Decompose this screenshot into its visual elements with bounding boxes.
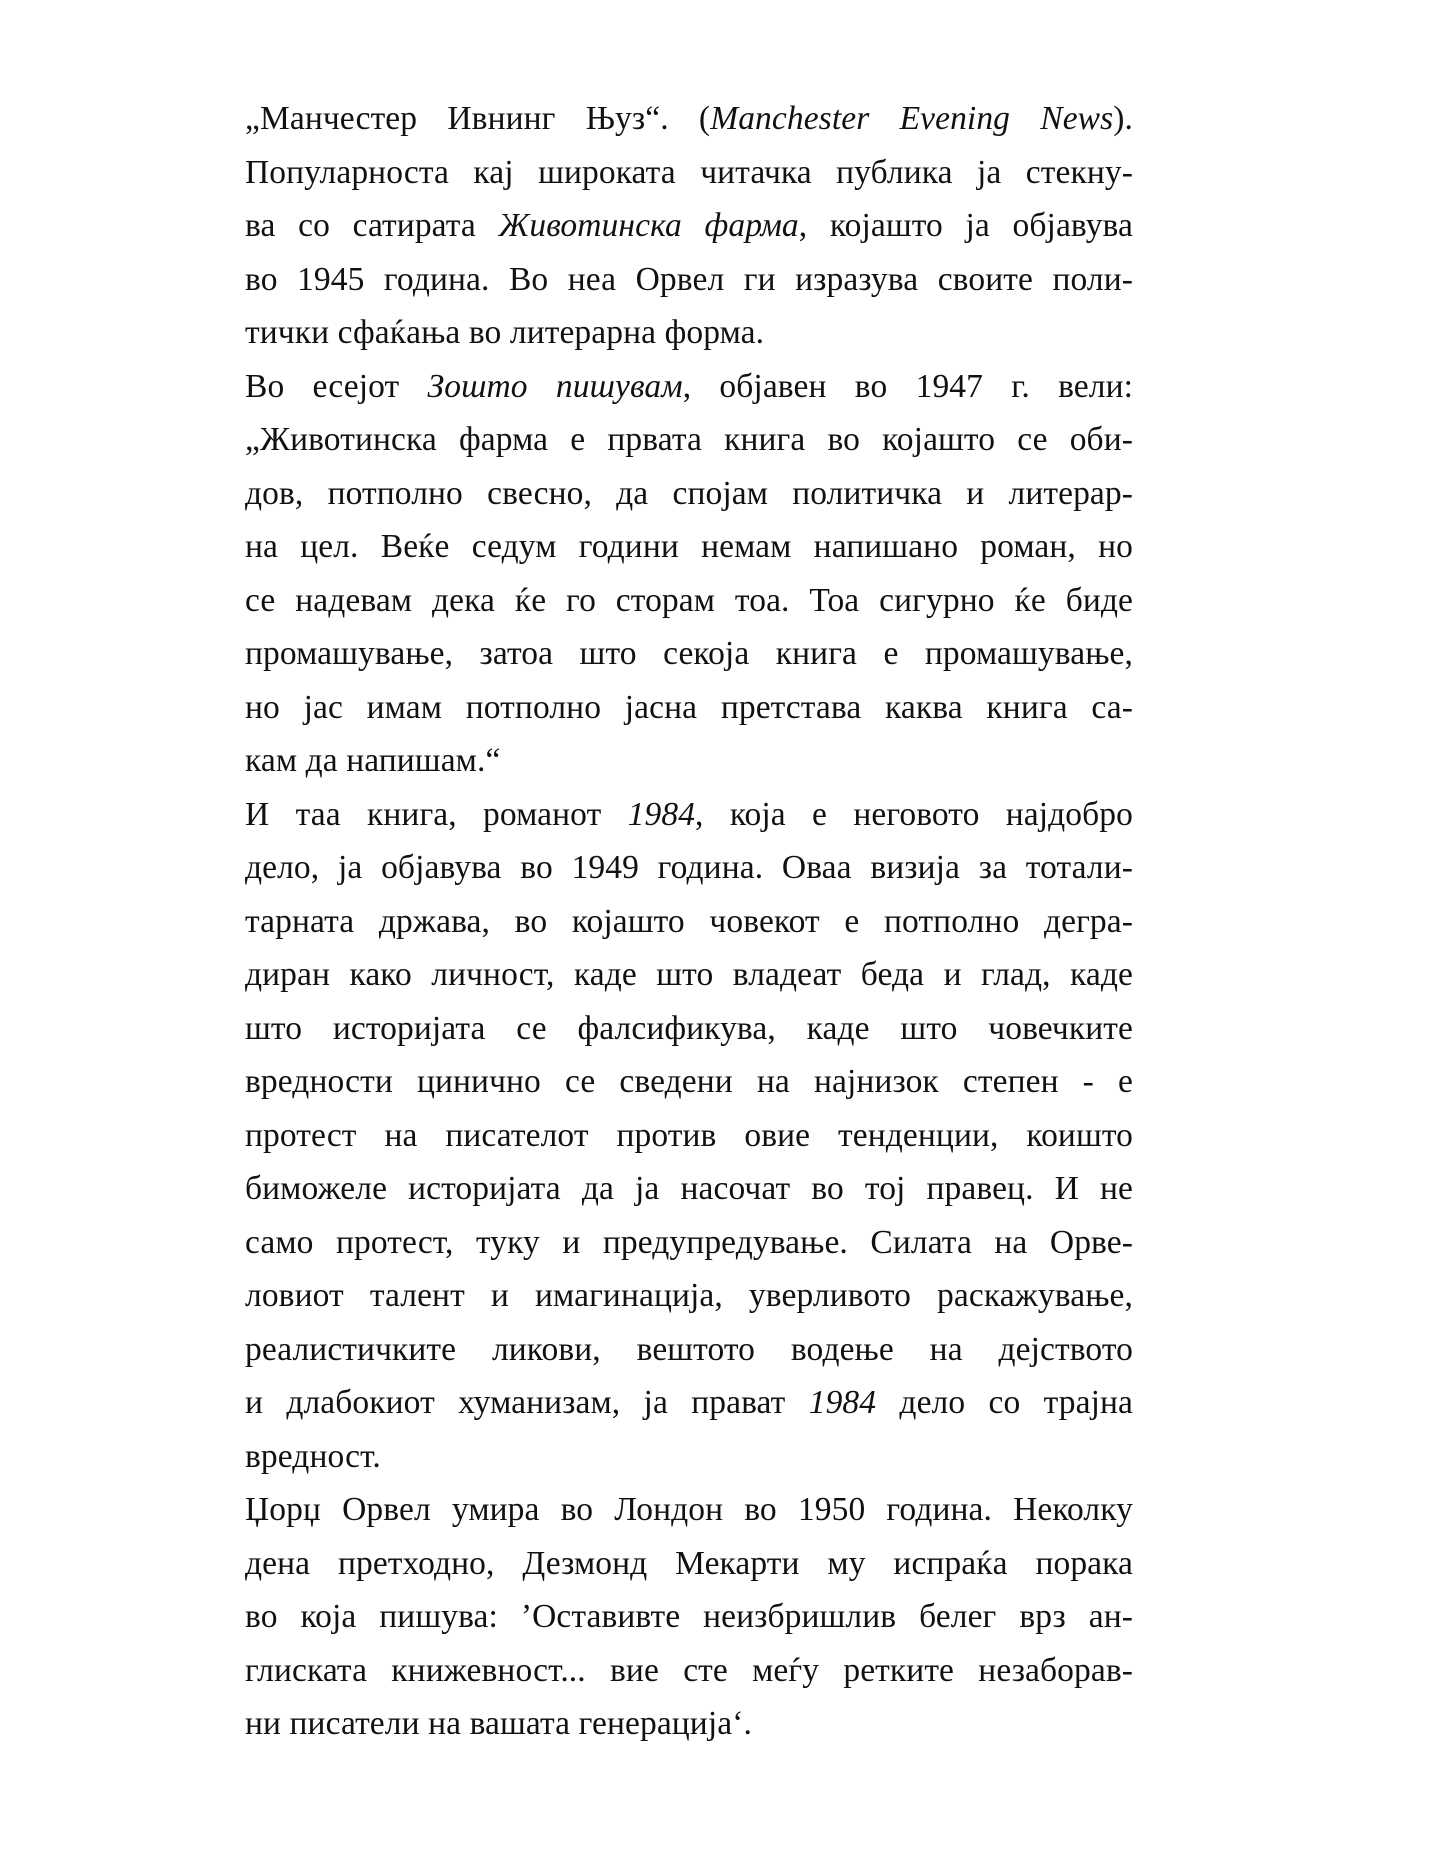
text-line <box>245 360 1133 414</box>
text-run: , којашто ја објавува <box>798 207 1133 244</box>
text-line <box>245 1644 1133 1698</box>
text-run: , објавен во 1947 г. вели: <box>682 367 1134 405</box>
paragraph <box>245 788 1133 1484</box>
italic-run: 1984 <box>808 1384 877 1421</box>
text-line <box>245 1537 1133 1591</box>
text-run: дена претходно, Дезмонд Мекарти му испраќа порака <box>245 1544 1133 1582</box>
text-line <box>245 92 1133 146</box>
text-line <box>245 841 1133 895</box>
text-run: протест на писателот против овие тенденции, коишто <box>245 1116 1133 1154</box>
text-run: ва со сатирата <box>245 207 499 244</box>
text-line <box>245 1430 1133 1484</box>
text-line <box>245 1002 1133 1056</box>
text-line <box>245 1483 1133 1537</box>
italic-run: Животинска фарма <box>498 207 799 244</box>
italic-run: 1984 <box>627 795 696 833</box>
text-run: , која е неговото најдобро <box>695 795 1133 833</box>
italic-run: Manchester Evening News <box>710 100 1114 137</box>
text-run: кам да напишам.“ <box>245 742 501 779</box>
paragraph <box>245 1483 1133 1751</box>
text-run: ни писатели на вашата генерација‘. <box>245 1705 752 1742</box>
text-line <box>245 895 1133 949</box>
text-line <box>245 681 1133 735</box>
text-run: на цел. Веќе седум години немам напишано роман, но <box>245 528 1133 565</box>
text-line <box>245 1162 1133 1216</box>
text-line <box>245 1269 1133 1323</box>
text-run: глиската книжевност... вие сте меѓу ретките незаборав- <box>245 1651 1133 1689</box>
text-run: тарната држава, во којашто човекот е потполно дегра- <box>245 902 1133 940</box>
text-line <box>245 467 1133 521</box>
italic-run: Зошто пишувам <box>427 367 683 405</box>
text-run: И таа книга, романот <box>245 795 628 833</box>
text-line <box>245 788 1133 842</box>
text-line <box>245 1109 1133 1163</box>
text-line <box>245 520 1133 574</box>
text-run: „Манчестер Ивнинг Њуз“. ( <box>245 100 711 137</box>
text-run: вредности цинично се сведени на најнизок степен - е <box>245 1063 1133 1100</box>
text-line <box>245 1697 1133 1751</box>
text-run: Во есејот <box>245 367 428 405</box>
text-line <box>245 1323 1133 1377</box>
text-line <box>245 199 1133 253</box>
text-run: промашување, затоа што секоја книга е промашување, <box>245 635 1133 672</box>
text-run: само протест, туку и предупредување. Силата на Орве- <box>245 1223 1133 1261</box>
text-run: Популарноста кај широката читачка публика ја стекну- <box>245 153 1133 191</box>
text-line <box>245 574 1133 628</box>
text-run: „Животинска фарма е првата книга во којашто се оби- <box>245 421 1133 458</box>
text-run: дело со трајна <box>876 1384 1133 1421</box>
text-run: дело, ја објавува во 1949 година. Оваа визија за тотали- <box>245 849 1133 886</box>
text-run: во која пишува: ’Оставивте неизбришлив белег врз ан- <box>245 1598 1133 1635</box>
text-run: но јас имам потполно јасна претстава каква книга са- <box>245 688 1133 726</box>
text-line <box>245 1216 1133 1270</box>
page-text-block <box>245 92 1133 1751</box>
text-run: диран како личност, каде што владеат беда и глад, каде <box>245 956 1133 993</box>
text-line <box>245 627 1133 681</box>
paragraph <box>245 92 1133 360</box>
text-run: што историјата се фалсификува, каде што човечките <box>245 1009 1133 1047</box>
text-run: се надевам дека ќе го сторам тоа. Тоа сигурно ќе биде <box>245 581 1133 619</box>
text-line <box>245 146 1133 200</box>
text-run: вредност. <box>245 1437 381 1475</box>
text-line <box>245 948 1133 1002</box>
text-line <box>245 1590 1133 1644</box>
text-run: биможеле историјата да ја насочат во тој правец. И не <box>245 1170 1133 1207</box>
text-run: и длабокиот хуманизам, ја прават <box>245 1384 809 1421</box>
text-run: ). <box>1113 100 1133 137</box>
text-run: Џорџ Орвел умира во Лондон во 1950 година. Неколку <box>245 1491 1133 1528</box>
text-line <box>245 1055 1133 1109</box>
text-line <box>245 1376 1133 1430</box>
text-line <box>245 734 1133 788</box>
text-run: тички сфаќања во литерарна форма. <box>245 314 765 351</box>
text-line <box>245 413 1133 467</box>
text-run: реалистичките ликови, вештото водење на дејството <box>245 1330 1133 1368</box>
text-run: во 1945 година. Во неа Орвел ги изразува своите поли- <box>245 260 1133 298</box>
text-run: дов, потполно свесно, да спојам политичка и литерар- <box>245 474 1133 512</box>
text-line <box>245 253 1133 307</box>
paragraph <box>245 360 1133 788</box>
text-line <box>245 306 1133 360</box>
text-run: ловиот талент и имагинација, уверливото раскажување, <box>245 1277 1133 1314</box>
